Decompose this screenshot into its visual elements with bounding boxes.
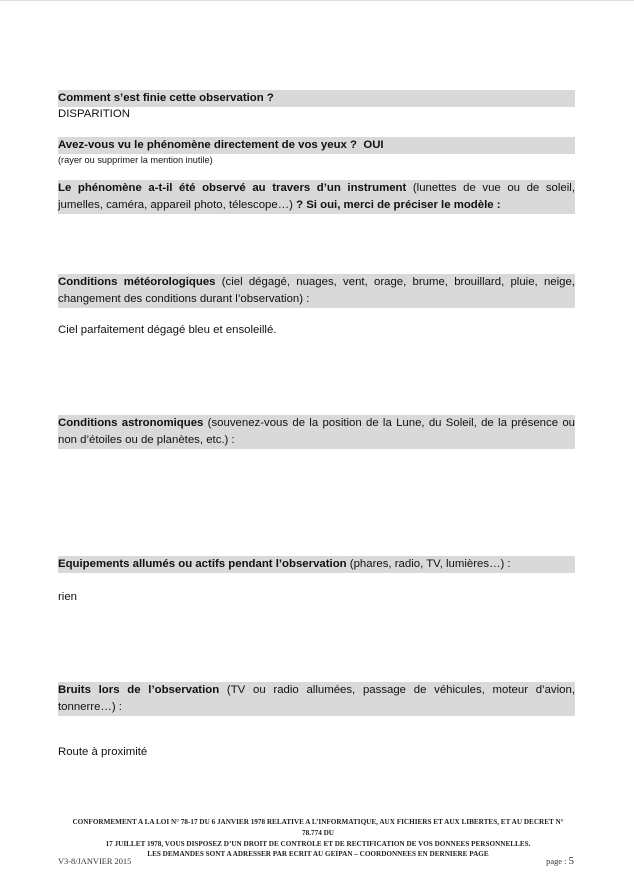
footer-page-label: page : xyxy=(546,857,567,866)
question-weather xyxy=(58,274,575,308)
question-seen-eyes xyxy=(58,137,575,154)
question-astronomical-detail: (souvenez-vous de la position de la Lune, du Soleil, de la présence ou non d’étoiles ou de planètes, etc.) : xyxy=(58,417,575,446)
answer-seen-eyes: OUI xyxy=(363,139,384,151)
answer-weather: Ciel parfaitement dégagé bleu et ensoleillé. xyxy=(58,324,277,336)
question-weather-detail: (ciel dégagé, nuages, vent, orage, brume, brouillard, pluie, neige, changement des conditions durant l’observation) : xyxy=(58,276,575,305)
question-seen-eyes-text: Avez-vous vu le phénomène directement de vos yeux ? xyxy=(58,139,357,151)
note-seen-eyes: (rayer ou supprimer la mention inutile) xyxy=(58,155,213,165)
footer-version: V3-8/JANVIER 2015 xyxy=(58,857,132,866)
question-instrument-detail: (lunettes de vue ou de soleil, jumelles, caméra, appareil photo, télescope…) xyxy=(58,182,575,211)
question-instrument-bold: Le phénomène a-t-il été observé au travers d’un instrument xyxy=(58,182,407,194)
answer-equipment: rien xyxy=(58,591,77,603)
question-noise-bold: Bruits lors de l’observation xyxy=(58,684,220,696)
footer-legal-notice xyxy=(68,817,568,860)
question-noise xyxy=(58,682,575,716)
answer-end-observation: DISPARITION xyxy=(58,108,130,120)
question-end-observation xyxy=(58,90,575,107)
footer-page-number: 5 xyxy=(568,855,574,867)
question-noise-detail: (TV ou radio allumées, passage de véhicules, moteur d’avion, tonnerre…) : xyxy=(58,684,575,713)
question-end-observation-text: Comment s’est finie cette observation ? xyxy=(58,92,274,104)
question-weather-bold: Conditions météorologiques xyxy=(58,276,216,288)
question-astronomical xyxy=(58,415,575,449)
question-instrument xyxy=(58,180,575,214)
question-instrument-end: ? Si oui, merci de préciser le modèle : xyxy=(292,199,501,211)
footer-legal-line-2: 17 JUILLET 1978, VOUS DISPOSEZ D’UN DROIT DE CONTROLE ET DE RECTIFICATION DE VOS DONNEES PERSONNELLES. xyxy=(105,839,531,848)
footer-page-indicator xyxy=(546,855,574,867)
question-equipment xyxy=(58,556,575,573)
footer-legal-line-3: LES DEMANDES SONT A ADRESSER PAR ECRIT AU GEIPAN – COORDONNEES EN DERNIERE PAGE xyxy=(147,850,489,859)
answer-noise: Route à proximité xyxy=(58,746,148,758)
question-equipment-detail: (phares, radio, TV, lumières…) : xyxy=(346,558,511,570)
question-astronomical-bold: Conditions astronomiques xyxy=(58,417,204,429)
question-equipment-bold: Equipements allumés ou actifs pendant l’observation xyxy=(58,558,347,570)
footer-legal-line-1: CONFORMEMENT A LA LOI N° 78-17 DU 6 JANVIER 1978 RELATIVE A L’INFORMATIQUE, AUX FICHIERS ET AUX LIBERTES, ET AU DECRET N° 78.774 DU xyxy=(72,818,564,837)
